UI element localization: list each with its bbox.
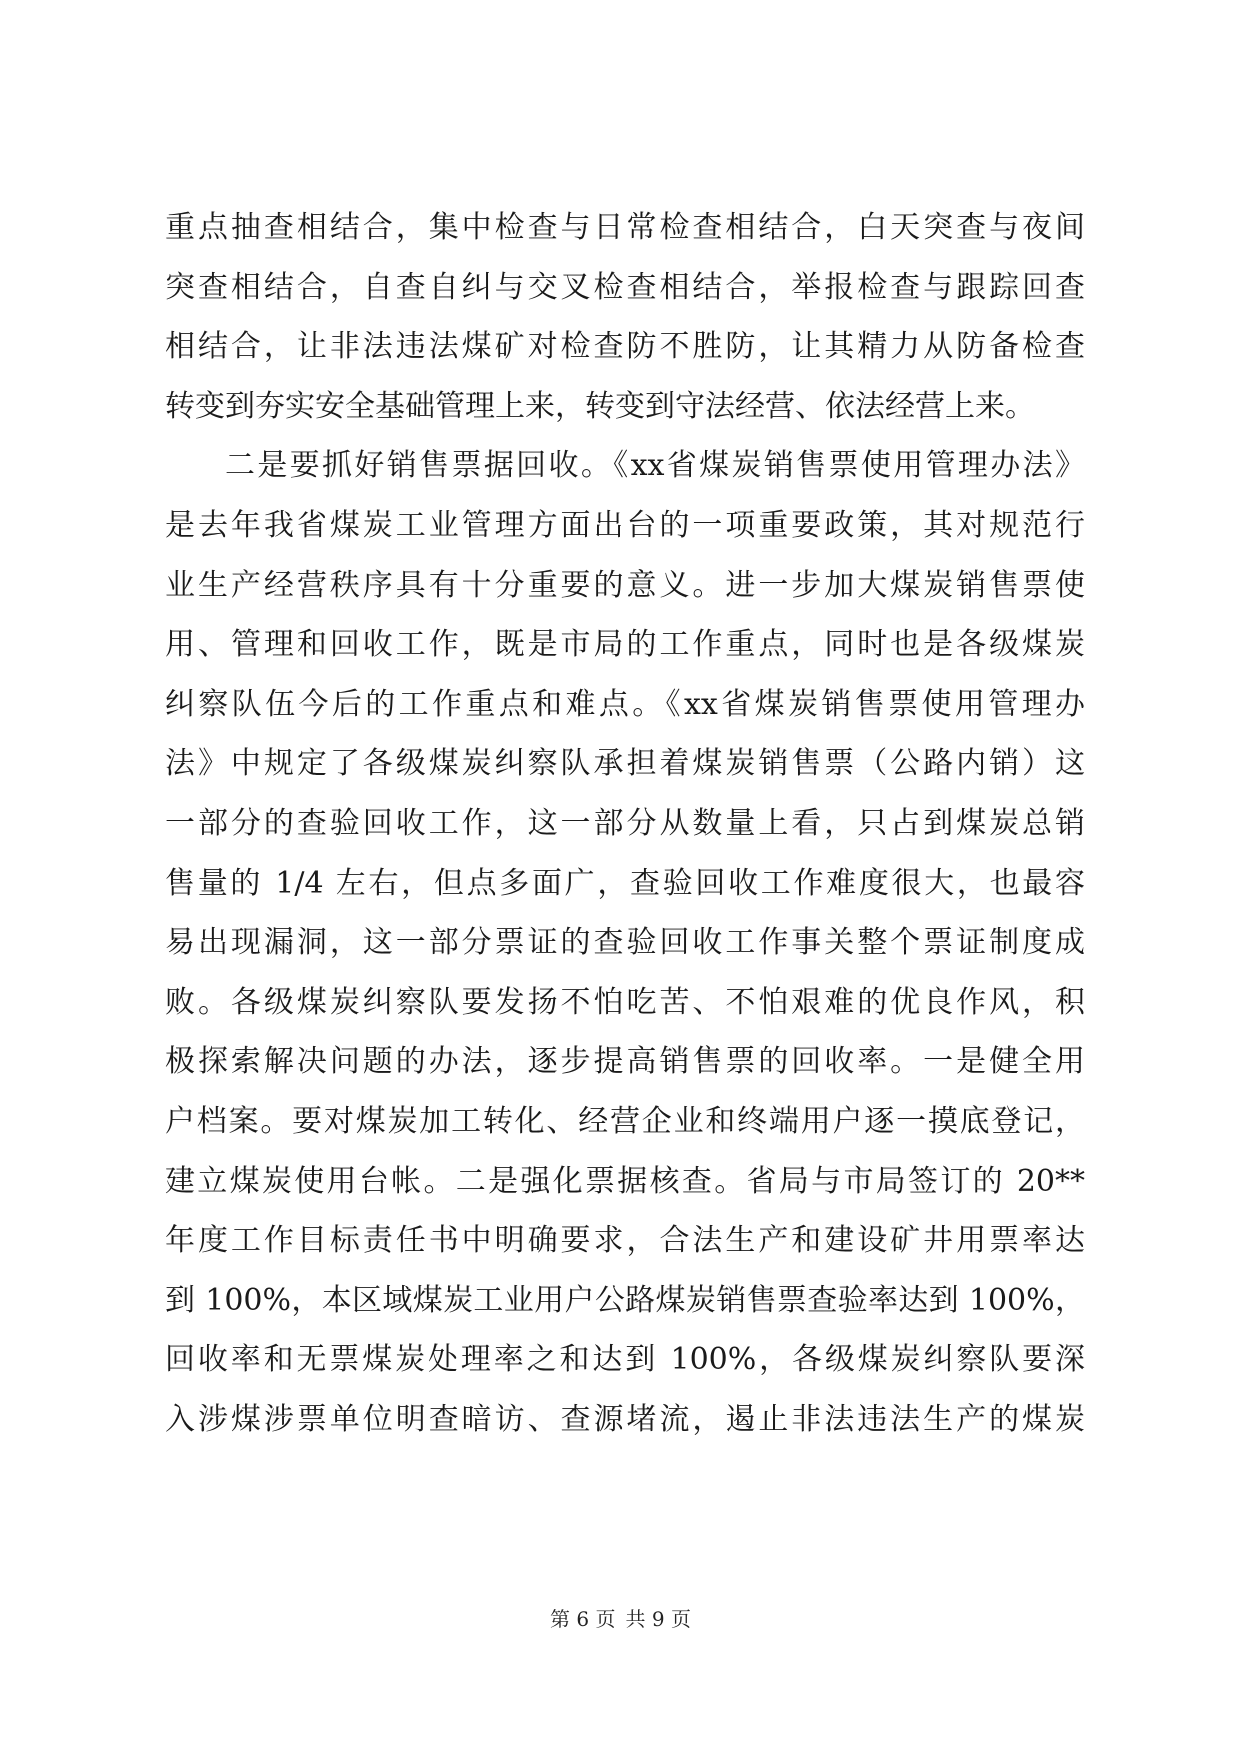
text-line: 二是要抓好销售票据回收。《xx省煤炭销售票使用管理办法》 xyxy=(225,448,1085,484)
text-line: 一部分的查验回收工作，这一部分从数量上看，只占到煤炭总销 xyxy=(165,805,1085,841)
text-line: 法》中规定了各级煤炭纠察队承担着煤炭销售票（公路内销）这 xyxy=(165,746,1085,782)
text-line: 转变到夯实安全基础管理上来，转变到守法经营、依法经营上来。 xyxy=(165,388,1035,424)
text-line: 败。各级煤炭纠察队要发扬不怕吃苦、不怕艰难的优良作风，积 xyxy=(165,984,1085,1020)
text-line: 入涉煤涉票单位明查暗访、查源堵流，遏止非法违法生产的煤炭 xyxy=(165,1401,1085,1437)
text-line: 年度工作目标责任书中明确要求，合法生产和建设矿井用票率达 xyxy=(165,1223,1085,1259)
text-line: 易出现漏洞，这一部分票证的查验回收工作事关整个票证制度成 xyxy=(165,925,1085,961)
text-line: 到 100%，本区域煤炭工业用户公路煤炭销售票查验率达到 100%， xyxy=(165,1282,1085,1318)
text-line: 用、管理和回收工作，既是市局的工作重点，同时也是各级煤炭 xyxy=(165,627,1085,663)
page-number: 第 6 页 xyxy=(550,1607,616,1631)
document-body xyxy=(165,198,1085,1449)
text-line: 业生产经营秩序具有十分重要的意义。进一步加大煤炭销售票使 xyxy=(165,567,1085,603)
text-line: 售量的 1/4 左右，但点多面广，查验回收工作难度很大，也最容 xyxy=(165,865,1085,901)
page-footer xyxy=(0,1605,1241,1633)
text-line: 重点抽查相结合，集中检查与日常检查相结合，白天突查与夜间 xyxy=(165,210,1085,245)
text-line: 是去年我省煤炭工业管理方面出台的一项重要政策，其对规范行 xyxy=(165,507,1085,543)
text-line: 户档案。要对煤炭加工转化、经营企业和终端用户逐一摸底登记， xyxy=(165,1103,1085,1139)
text-line: 相结合，让非法违法煤矿对检查防不胜防，让其精力从防备检查 xyxy=(165,329,1085,365)
text-line: 突查相结合，自查自纠与交叉检查相结合，举报检查与跟踪回查 xyxy=(165,269,1085,305)
text-line: 纠察队伍今后的工作重点和难点。《xx省煤炭销售票使用管理办 xyxy=(165,686,1085,722)
text-line: 建立煤炭使用台帐。二是强化票据核查。省局与市局签订的 20** xyxy=(165,1163,1085,1199)
page-total: 共 9 页 xyxy=(625,1607,691,1631)
text-line: 极探索解决问题的办法，逐步提高销售票的回收率。一是健全用 xyxy=(165,1044,1085,1080)
text-line: 回收率和无票煤炭处理率之和达到 100%，各级煤炭纠察队要深 xyxy=(165,1342,1085,1378)
